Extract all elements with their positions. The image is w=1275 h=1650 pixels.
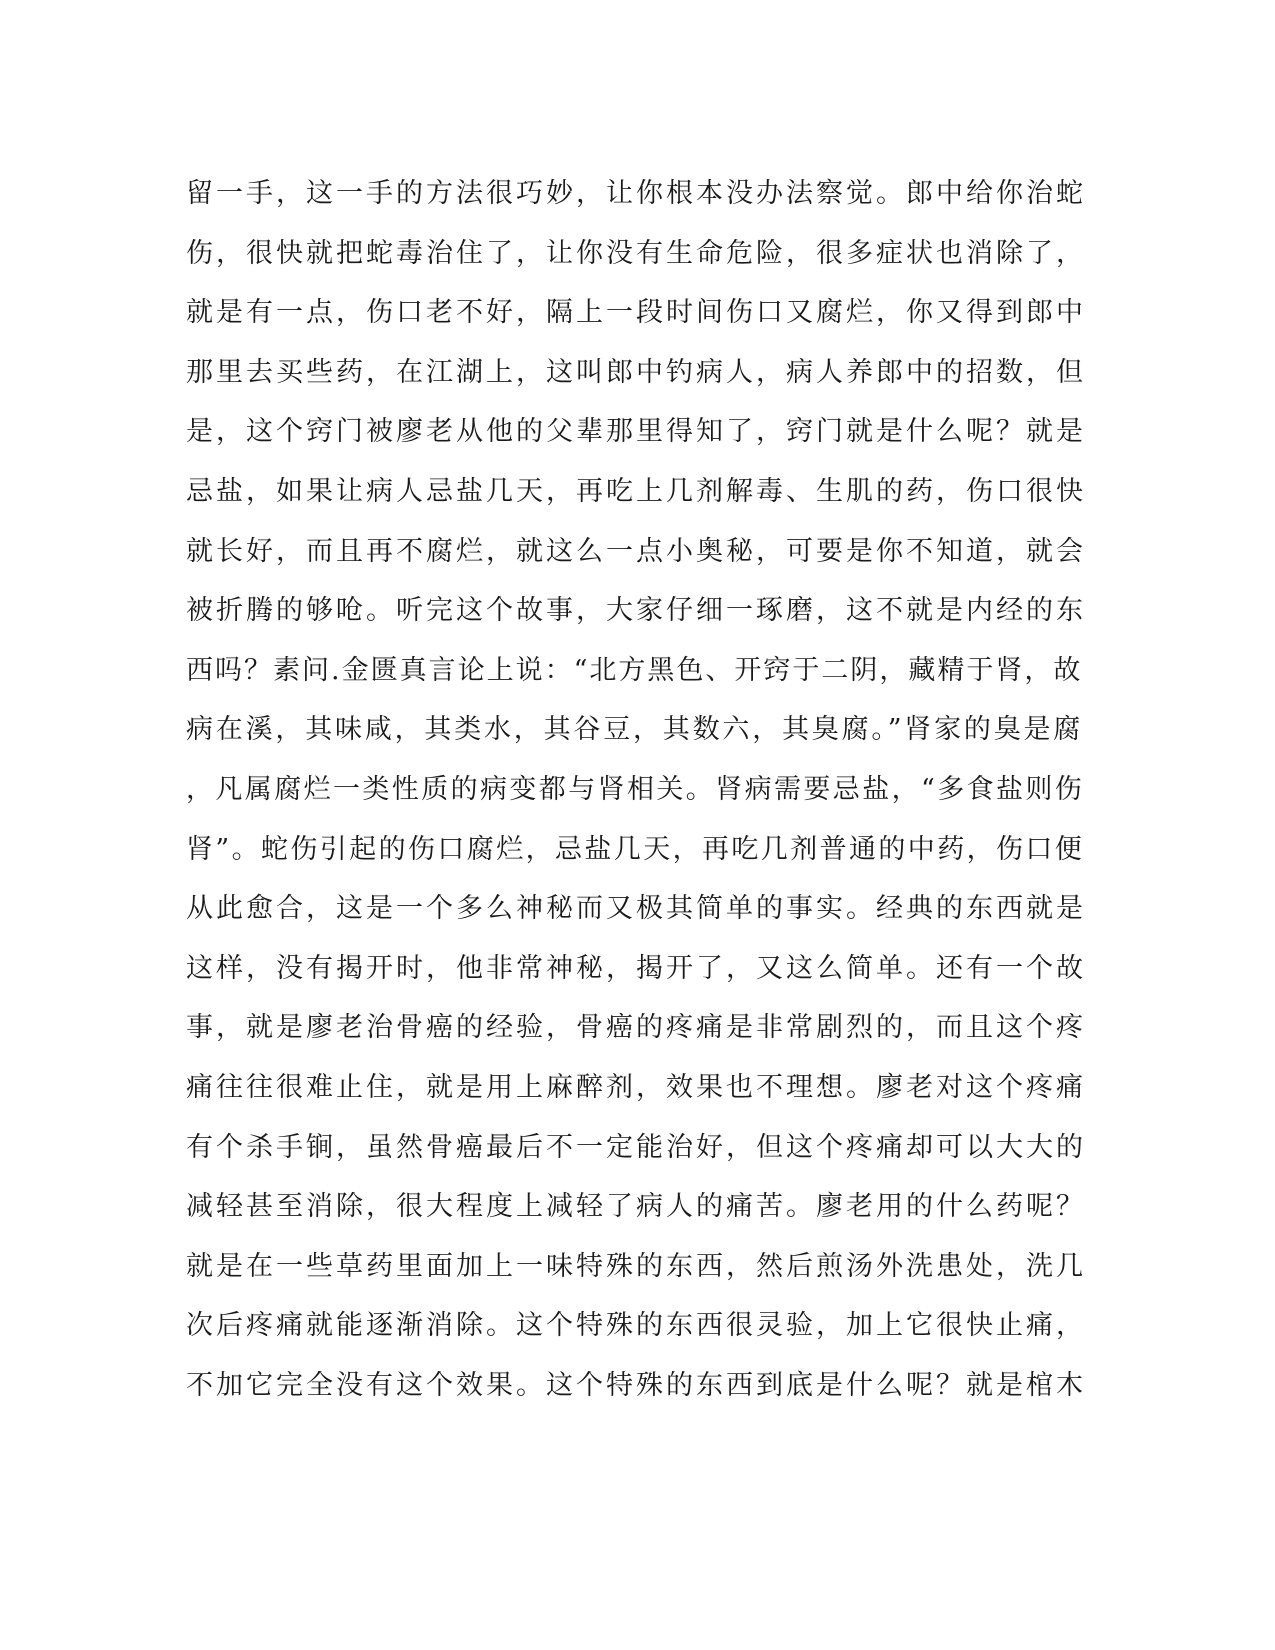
text-line: 西吗？素问.金匮真言论上说：“北方黑色、开窍于二阴，藏精于肾，故 [186, 654, 1083, 686]
text-line: 就长好，而且再不腐烂，就这么一点小奥秘，可要是你不知道，就会 [186, 535, 1086, 567]
text-line: 那里去买些药，在江湖上，这叫郎中钓病人，病人养郎中的招数，但 [186, 356, 1086, 388]
text-line: 留一手，这一手的方法很巧妙，让你根本没办法察觉。郎中给你治蛇 [186, 178, 1086, 209]
text-line: 事，就是廖老治骨癌的经验，骨癌的疼痛是非常剧烈的，而且这个疼 [186, 1012, 1086, 1044]
text-line: 不加它完全没有这个效果。这个特殊的东西到底是什么呢？就是棺木 [186, 1369, 1086, 1401]
text-line: 就是有一点，伤口老不好，隔上一段时间伤口又腐烂，你又得到郎中 [186, 297, 1086, 329]
text-line: 病在溪，其味咸，其类水，其谷豆，其数六，其臭腐。”肾家的臭是腐 [186, 714, 1084, 746]
text-line: 有个杀手锏，虽然骨癌最后不一定能治好，但这个疼痛却可以大大的 [186, 1131, 1086, 1163]
text-line: 就是在一些草药里面加上一味特殊的东西，然后煎汤外洗患处，洗几 [186, 1250, 1086, 1282]
text-line: 痛往往很难止住，就是用上麻醉剂，效果也不理想。廖老对这个疼痛 [186, 1071, 1086, 1103]
text-line: ，凡属腐烂一类性质的病变都与肾相关。肾病需要忌盐，“多食盐则伤 [186, 773, 1085, 805]
text-line: 从此愈合，这是一个多么神秘而又极其简单的事实。经典的东西就是 [186, 893, 1086, 925]
text-line: 是，这个窍门被廖老从他的父辈那里得知了，窍门就是什么呢？就是 [186, 416, 1086, 448]
text-line: 次后疼痛就能逐渐消除。这个特殊的东西很灵验，加上它很快止痛， [186, 1310, 1086, 1342]
body-text [186, 164, 1086, 1415]
text-line: 忌盐，如果让病人忌盐几天，再吃上几剂解毒、生肌的药，伤口很快 [186, 475, 1086, 507]
text-line: 被折腾的够呛。听完这个故事，大家仔细一琢磨，这不就是内经的东 [186, 595, 1086, 627]
text-line: 减轻甚至消除，很大程度上减轻了病人的痛苦。廖老用的什么药呢？ [186, 1191, 1086, 1223]
text-line: 伤，很快就把蛇毒治住了，让你没有生命危险，很多症状也消除了， [186, 237, 1086, 269]
text-line: 肾”。蛇伤引起的伤口腐烂，忌盐几天，再吃几剂普通的中药，伤口便 [186, 833, 1085, 865]
text-line: 这样，没有揭开时，他非常神秘，揭开了，又这么简单。还有一个故 [186, 952, 1086, 984]
